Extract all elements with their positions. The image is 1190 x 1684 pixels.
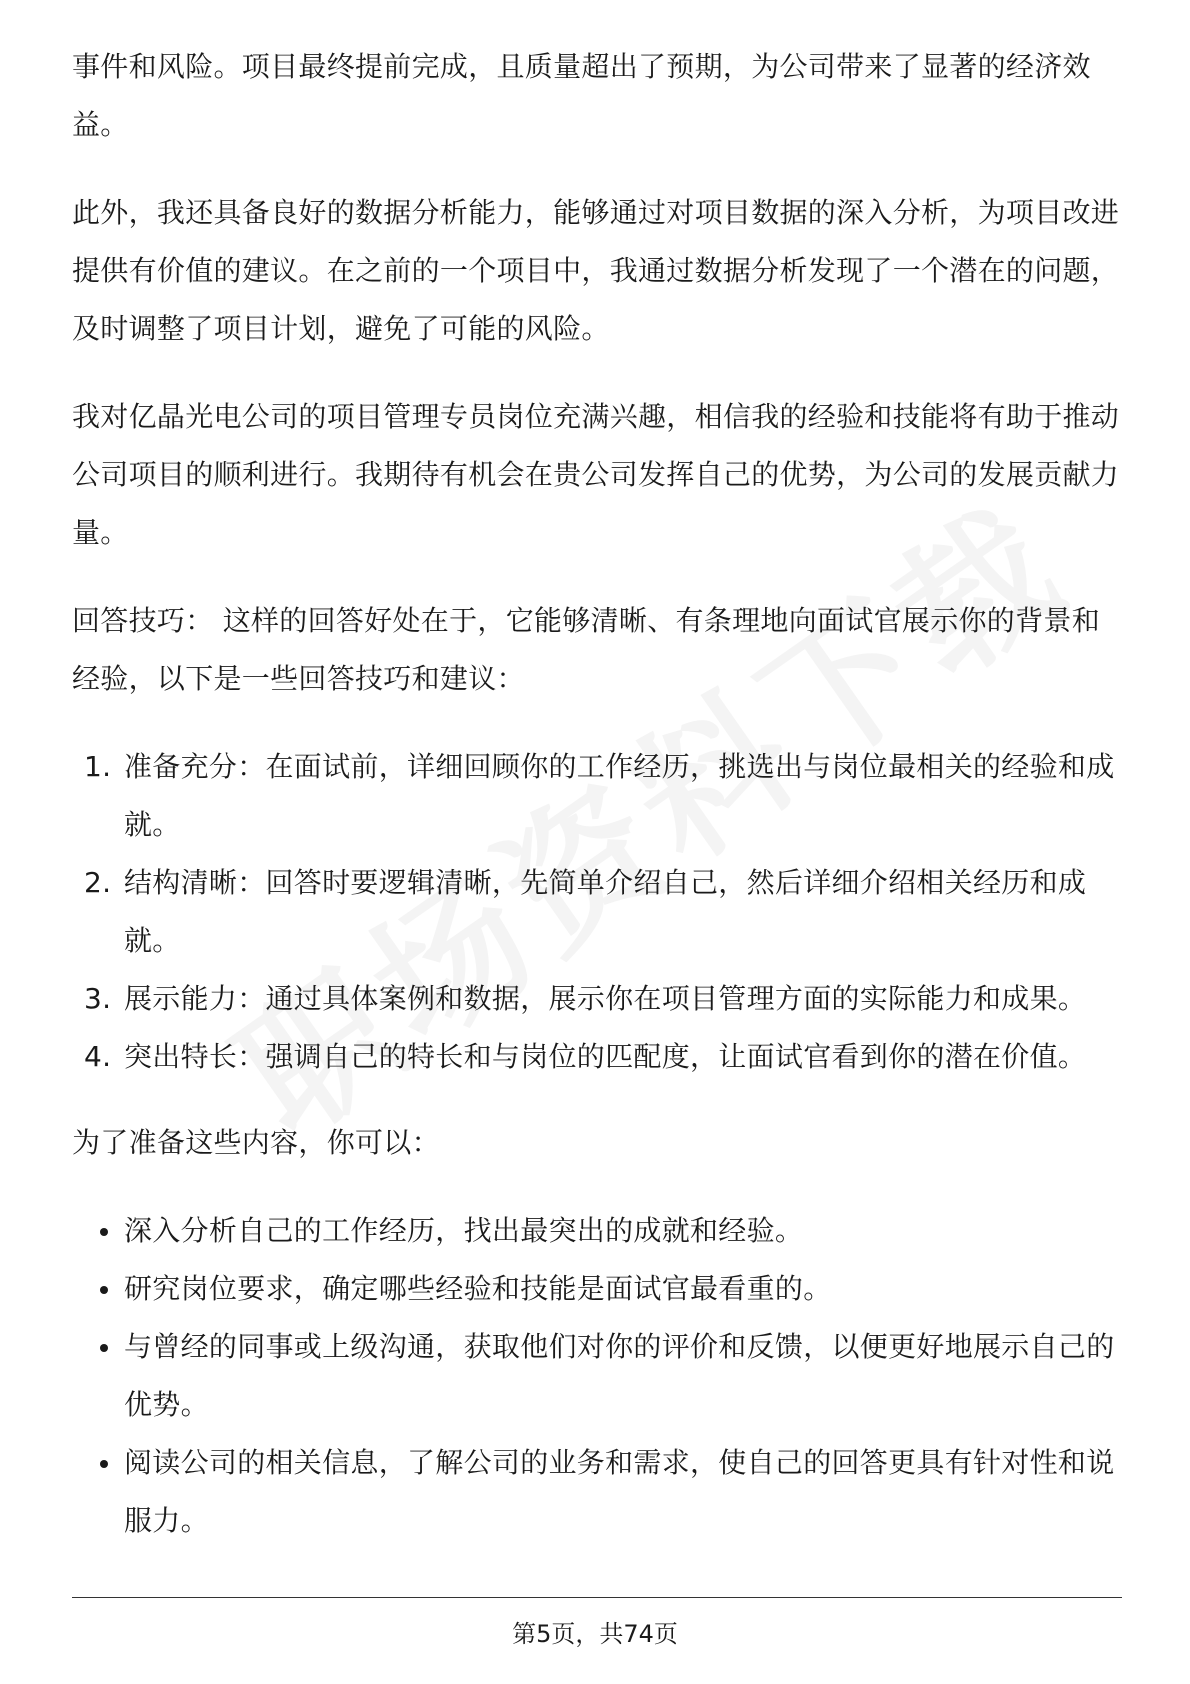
bullet-icon <box>100 1460 108 1468</box>
bullet-icon <box>100 1344 108 1352</box>
list-item <box>72 738 1122 854</box>
page-number: 第5页，共74页 <box>512 1620 678 1648</box>
list-item <box>72 970 1122 1028</box>
tips-list <box>72 738 1122 1086</box>
list-number: 4. <box>84 1040 112 1073</box>
list-item <box>72 1318 1122 1434</box>
list-number: 3. <box>84 982 112 1015</box>
list-item <box>72 1434 1122 1550</box>
tips-intro: 回答技巧： 这样的回答好处在于，它能够清晰、有条理地向面试官展示你的背景和经验，以下是一些回答技巧和建议： <box>72 604 1101 695</box>
paragraph-1: 事件和风险。项目最终提前完成，且质量超出了预期，为公司带来了显著的经济效益。 <box>72 50 1091 141</box>
list-item-text: 准备充分：在面试前，详细回顾你的工作经历，挑选出与岗位最相关的经验和成就。 <box>124 750 1115 841</box>
footer-divider <box>72 1597 1122 1598</box>
list-item-text: 研究岗位要求，确定哪些经验和技能是面试官最看重的。 <box>124 1272 832 1305</box>
list-item-text: 深入分析自己的工作经历，找出最突出的成就和经验。 <box>124 1214 804 1247</box>
list-item-text: 展示能力：通过具体案例和数据，展示你在项目管理方面的实际能力和成果。 <box>124 982 1087 1015</box>
list-item <box>72 1028 1122 1086</box>
prep-intro: 为了准备这些内容，你可以： <box>72 1126 440 1159</box>
bullet-icon <box>100 1286 108 1294</box>
document-body <box>72 38 1122 1550</box>
list-item <box>72 1260 1122 1318</box>
paragraph-2: 此外，我还具备良好的数据分析能力，能够通过对项目数据的深入分析，为项目改进提供有价值的建议。在之前的一个项目中，我通过数据分析发现了一个潜在的问题，及时调整了项目计划，避免了可能的风险。 <box>72 196 1120 345</box>
list-item-text: 结构清晰：回答时要逻辑清晰，先简单介绍自己，然后详细介绍相关经历和成就。 <box>124 866 1087 957</box>
paragraph-3: 我对亿晶光电公司的项目管理专员岗位充满兴趣，相信我的经验和技能将有助于推动公司项目的顺利进行。我期待有机会在贵公司发挥自己的优势，为公司的发展贡献力量。 <box>72 400 1120 549</box>
list-number: 1. <box>84 750 112 783</box>
list-item-text: 阅读公司的相关信息，了解公司的业务和需求，使自己的回答更具有针对性和说服力。 <box>124 1446 1115 1537</box>
list-item-text: 与曾经的同事或上级沟通，获取他们对你的评价和反馈，以便更好地展示自己的优势。 <box>124 1330 1115 1421</box>
prep-list <box>72 1202 1122 1550</box>
list-item <box>72 854 1122 970</box>
list-item-text: 突出特长：强调自己的特长和与岗位的匹配度，让面试官看到你的潜在价值。 <box>124 1040 1087 1073</box>
list-number: 2. <box>84 866 112 899</box>
bullet-icon <box>100 1228 108 1236</box>
list-item <box>72 1202 1122 1260</box>
